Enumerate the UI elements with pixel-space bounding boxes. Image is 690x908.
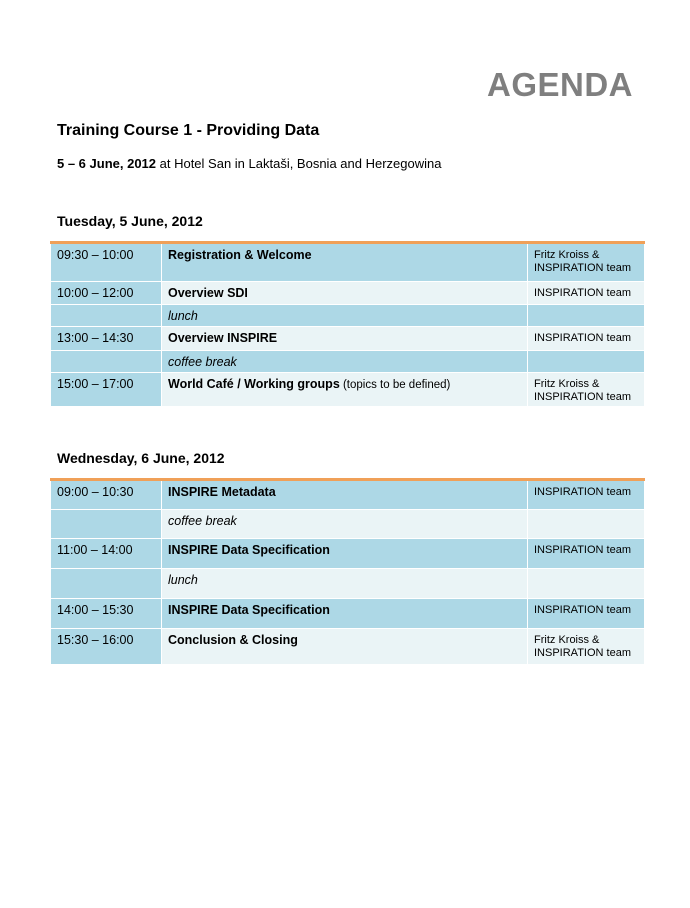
time-cell: 10:00 – 12:00 [51,282,162,305]
break-label: lunch [168,573,198,587]
lead-cell [528,351,645,373]
time-cell: 13:00 – 14:30 [51,327,162,351]
session-title: INSPIRE Data Specification [168,603,330,617]
session-cell [162,373,528,407]
session-cell [162,327,528,351]
course-info [57,156,441,171]
day2-schedule-table [50,478,645,665]
time-cell: 09:00 – 10:30 [51,480,162,510]
table-row [51,480,645,510]
lead-cell [528,305,645,327]
session-note: (topics to be defined) [339,379,451,391]
lead-cell: Fritz Kroiss & INSPIRATION team [528,629,645,665]
table-row [51,373,645,407]
session-cell [162,599,528,629]
break-cell [162,351,528,373]
table-row [51,629,645,665]
table-row [51,351,645,373]
break-label: coffee break [168,355,237,369]
table-row [51,569,645,599]
course-location: at Hotel San in Laktaši, Bosnia and Herzegowina [156,156,442,171]
break-cell [162,305,528,327]
time-cell: 15:00 – 17:00 [51,373,162,407]
lead-cell: INSPIRATION team [528,539,645,569]
session-cell [162,629,528,665]
lead-cell: INSPIRATION team [528,480,645,510]
lead-cell [528,510,645,539]
break-cell [162,510,528,539]
table-row [51,510,645,539]
time-cell: 14:00 – 15:30 [51,599,162,629]
session-cell [162,480,528,510]
lead-cell: Fritz Kroiss & INSPIRATION team [528,243,645,282]
lead-cell: INSPIRATION team [528,327,645,351]
table-row [51,243,645,282]
lead-cell: INSPIRATION team [528,599,645,629]
session-title: INSPIRE Data Specification [168,543,330,557]
session-title: Registration & Welcome [168,248,312,262]
table-row [51,305,645,327]
session-title: Conclusion & Closing [168,633,298,647]
table-row [51,539,645,569]
session-title: Overview INSPIRE [168,331,278,345]
time-cell [51,510,162,539]
course-dates: 5 – 6 June, 2012 [57,156,157,171]
session-cell [162,539,528,569]
lead-cell [528,569,645,599]
session-title: World Café / Working groups [168,377,340,391]
time-cell: 09:30 – 10:00 [51,243,162,282]
break-label: coffee break [168,514,237,528]
time-cell: 11:00 – 14:00 [51,539,162,569]
break-label: lunch [168,309,198,323]
time-cell: 15:30 – 16:00 [51,629,162,665]
lead-cell: Fritz Kroiss & INSPIRATION team [528,373,645,407]
table-row [51,599,645,629]
session-cell [162,243,528,282]
session-cell [162,282,528,305]
table-row [51,282,645,305]
day1-schedule-table [50,241,645,407]
time-cell [51,351,162,373]
time-cell [51,569,162,599]
session-title: Overview SDI [168,286,248,300]
break-cell [162,569,528,599]
lead-cell: INSPIRATION team [528,282,645,305]
course-title: Training Course 1 - Providing Data [57,122,320,139]
day1-heading: Tuesday, 5 June, 2012 [57,213,203,229]
session-title: INSPIRE Metadata [168,485,276,499]
table-row [51,327,645,351]
time-cell [51,305,162,327]
agenda-heading: AGENDA [486,66,633,103]
day2-heading: Wednesday, 6 June, 2012 [57,450,225,466]
